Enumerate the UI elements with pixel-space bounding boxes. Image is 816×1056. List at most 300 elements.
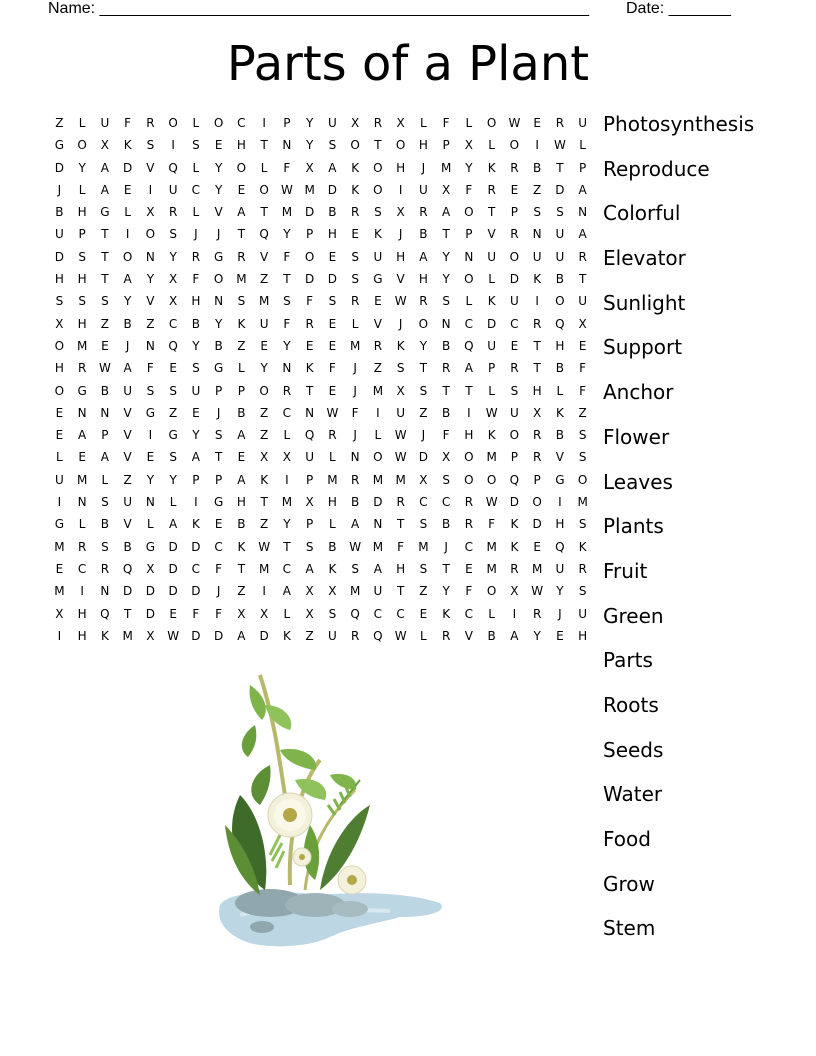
grid-letter: S [78,294,86,309]
grid-letter: H [464,428,474,443]
grid-letter: L [488,138,495,153]
grid-letter: D [305,272,315,287]
word-list-item: Seeds [603,737,664,762]
grid-row [48,268,594,290]
grid-letter: Y [305,116,314,130]
grid-letter: R [510,561,519,576]
grid-letter: E [146,450,155,465]
grid-letter: O [259,182,269,197]
grid-letter: S [419,383,428,398]
grid-letter: F [146,361,154,376]
grid-letter: E [237,182,246,197]
grid-letter: X [55,316,64,331]
grid-letter: O [555,294,565,309]
grid-letter: P [237,383,245,398]
grid-letter: Q [555,316,565,331]
grid-letter: C [77,561,87,576]
grid-letter: G [168,428,178,443]
grid-letter: S [442,472,450,487]
grid-letter: M [577,495,588,510]
grid-letter: F [579,361,587,376]
grid-letter: R [350,628,360,643]
rock [250,921,274,933]
grid-letter: R [441,628,451,643]
date-field-label: Date: _______ [626,0,731,17]
grid-letter: Q [350,606,360,621]
grid-letter: N [77,405,87,420]
grid-letter: S [328,606,337,621]
grid-letter: L [78,517,86,532]
grid-letter: N [532,227,542,242]
grid-letter: O [350,138,360,153]
grid-letter: E [214,138,223,153]
grid-letter: T [419,361,428,376]
grid-letter: R [532,606,542,621]
grid-letter: E [55,428,64,443]
grid-letter: U [509,294,519,309]
grid-letter: E [328,249,337,264]
grid-letter: K [191,517,200,532]
grid-letter: L [192,116,200,130]
grid-letter: I [171,138,175,153]
grid-letter: W [326,405,339,420]
grid-letter: R [328,428,337,443]
grid-letter: P [579,160,587,175]
grid-row [48,134,594,156]
grid-letter: K [351,160,360,175]
grid-letter: S [146,383,155,398]
grid-row [48,201,594,223]
daisy-flower [293,848,311,866]
grid-letter: T [465,383,473,398]
grid-letter: E [533,116,541,130]
grid-letter: V [555,450,564,465]
grid-letter: V [260,249,269,264]
grid-letter: M [349,338,361,353]
grid-letter: N [100,584,110,599]
grid-letter: P [192,472,200,487]
grid-letter: D [168,584,178,599]
leaf [265,705,291,730]
grid-letter: W [553,138,566,153]
grid-letter: Y [214,316,223,331]
grid-letter: R [578,249,587,264]
grid-letter: I [512,606,517,621]
grid-letter: D [123,160,133,175]
grid-letter: M [418,539,429,554]
grid-letter: T [260,138,268,153]
grid-letter: Q [509,472,520,487]
grid-letter: C [464,606,474,621]
grid-letter: W [485,495,498,510]
grid-letter: F [215,606,223,621]
grid-letter: L [374,428,382,443]
grid-letter: J [398,316,403,331]
grid-letter: D [487,316,497,331]
grid-letter: N [464,249,474,264]
grid-letter: V [487,227,496,242]
grid-letter: X [533,405,542,420]
grid-letter: W [394,294,407,309]
grid-letter: R [510,361,519,376]
grid-letter: G [213,361,224,376]
grid-letter: F [215,561,223,576]
grid-letter: L [124,205,131,220]
word-list-item: Plants [603,514,664,539]
grid-letter: L [238,361,245,376]
grid-letter: E [351,227,359,242]
word-list-item: Sunlight [603,290,686,315]
grid-letter: K [578,539,587,554]
grid-letter: R [350,472,360,487]
word-list-item: Parts [603,648,653,673]
word-list-item: Water [603,782,663,807]
grid-letter: P [533,472,541,487]
grid-letter: B [533,160,542,175]
grid-letter: R [77,539,87,554]
grid-row [48,290,594,312]
grid-row [48,246,594,268]
word-list-item: Flower [603,424,670,449]
grid-letter: E [578,338,587,353]
grid-letter: A [123,361,132,376]
grid-letter: X [396,116,405,130]
grid-letter: E [55,561,64,576]
grid-letter: Y [214,160,223,175]
grid-letter: S [556,205,564,220]
grid-letter: X [351,116,360,130]
grid-letter: E [533,539,541,554]
grid-letter: T [214,450,223,465]
grid-letter: U [418,182,428,197]
grid-letter: W [349,539,362,554]
grid-letter: B [328,205,337,220]
grid-letter: Y [214,182,223,197]
grid-letter: B [100,517,109,532]
grid-letter: H [77,316,87,331]
word-list-item: Fruit [603,558,648,583]
grid-letter: N [77,495,87,510]
grid-row [48,402,594,424]
grid-row [48,223,594,245]
grid-letter: O [373,160,383,175]
grid-letter: B [555,428,564,443]
grid-letter: D [555,182,565,197]
grid-letter: M [372,383,384,398]
grid-letter: J [421,160,426,175]
grid-letter: U [555,227,565,242]
grid-letter: S [169,227,177,242]
grid-letter: J [125,338,130,353]
grid-letter: D [214,628,224,643]
grid-letter: O [486,472,497,487]
grid-letter: U [396,405,406,420]
grid-letter: E [556,628,564,643]
word-list-item: Photosynthesis [603,112,755,136]
grid-letter: L [420,116,427,130]
grid-letter: J [194,227,198,242]
grid-letter: L [147,517,154,532]
grid-letter: R [532,450,542,465]
daisy-flower [268,793,312,837]
word-list-item: Food [603,827,651,851]
grid-letter: J [353,361,357,376]
grid-letter: P [306,517,314,532]
grid-letter: C [191,561,201,576]
grid-letter: Q [259,227,269,242]
grid-letter: S [237,294,246,309]
grid-letter: K [510,539,519,554]
grid-letter: D [327,182,337,197]
grid-letter: U [100,116,110,130]
grid-letter: A [373,561,382,576]
grid-letter: C [419,495,428,510]
grid-letter: L [556,383,564,398]
grid-letter: Z [169,405,178,420]
grid-letter: C [510,316,519,331]
grid-letter: J [444,539,448,554]
grid-letter: E [260,338,268,353]
grid-letter: I [467,405,471,420]
grid-letter: O [464,472,474,487]
grid-letter: D [509,495,519,510]
grid-letter: J [353,428,357,443]
grid-letter: F [124,116,132,130]
grid-letter: T [305,383,314,398]
grid-letter: H [54,361,64,376]
grid-letter: R [510,160,519,175]
grid-letter: T [533,338,541,353]
grid-letter: X [510,584,519,599]
grid-letter: V [146,160,155,175]
grid-letter: S [169,450,177,465]
grid-letter: F [192,606,200,621]
grid-letter: J [421,428,426,443]
grid-letter: V [146,294,155,309]
grid-letter: Q [168,338,178,353]
grid-letter: O [213,116,224,130]
grid-row [48,603,594,625]
grid-letter: L [420,628,427,643]
grid-letter: I [376,405,380,420]
grid-letter: I [194,495,198,510]
grid-letter: L [579,138,586,153]
word-list-item: Reproduce [603,156,710,181]
grid-letter: P [101,428,109,443]
grid-letter: K [100,628,109,643]
grid-letter: I [285,472,289,487]
grid-letter: T [396,584,405,599]
grid-letter: Y [260,361,268,376]
word-list-item: Grow [603,871,655,896]
grid-letter: E [169,361,177,376]
grid-letter: A [510,628,519,643]
grid-letter: R [532,428,542,443]
grid-letter: D [532,517,542,532]
grid-letter: R [373,338,383,353]
grid-letter: L [465,116,473,130]
grid-letter: X [146,205,155,220]
grid-letter: T [374,138,382,153]
grid-letter: H [396,561,406,576]
grid-letter: O [464,205,474,220]
grid-letter: A [305,561,314,576]
grid-letter: S [328,138,337,153]
grid-letter: N [145,338,155,353]
grid-letter: X [55,606,64,621]
grid-letter: D [305,205,315,220]
grid-letter: S [351,249,359,264]
grid-letter: N [350,450,360,465]
grid-letter: O [236,160,247,175]
grid-letter: H [236,138,246,153]
grid-letter: O [532,495,542,510]
grid-letter: M [395,472,406,487]
grid-letter: J [216,584,221,599]
grid-letter: N [305,405,315,420]
grid-letter: R [487,182,496,197]
grid-letter: Z [237,338,246,353]
grid-letter: U [123,383,133,398]
grid-letter: H [77,606,87,621]
grid-letter: X [396,383,405,398]
grid-letter: F [351,405,359,420]
grid-letter: V [396,272,405,287]
grid-letter: E [101,338,109,353]
grid-letter: T [396,517,405,532]
grid-letter: U [168,182,178,197]
grid-letter: B [419,227,428,242]
grid-letter: F [579,383,587,398]
grid-letter: G [54,517,65,532]
grid-letter: E [328,383,337,398]
grid-letter: T [442,561,450,576]
grid-letter: M [54,584,65,599]
grid-letter: H [327,227,337,242]
grid-letter: Y [533,628,541,643]
grid-letter: T [283,272,291,287]
grid-letter: Z [260,428,269,443]
grid-letter: X [260,606,269,621]
grid-letter: T [237,227,246,242]
grid-letter: S [192,361,200,376]
grid-letter: E [419,606,428,621]
grid-letter: D [54,249,64,264]
grid-letter: Y [442,584,450,599]
grid-letter: T [556,160,564,175]
grid-letter: D [373,495,383,510]
grid-letter: H [418,272,428,287]
grid-letter: Z [419,584,428,599]
grid-letter: U [578,116,588,130]
grid-row [48,157,594,179]
grid-row [48,357,594,379]
grid-letter: Z [419,405,428,420]
grid-letter: X [328,584,337,599]
grid-letter: O [509,249,520,264]
grid-letter: L [488,606,495,621]
grid-letter: F [442,428,450,443]
grid-letter: X [169,272,178,287]
grid-letter: B [191,316,200,331]
grid-letter: S [578,428,587,443]
grid-letter: S [55,294,64,309]
header-fields [48,0,731,18]
grid-letter: X [260,450,269,465]
grid-letter: F [465,182,473,197]
grid-row [48,580,594,602]
grid-letter: M [372,472,384,487]
grid-letter: K [442,606,451,621]
grid-letter: K [237,539,246,554]
grid-letter: X [305,495,314,510]
grid-letter: X [442,450,451,465]
grid-letter: L [169,495,177,510]
grid-letter: U [191,383,201,398]
grid-row [48,625,594,647]
grid-letter: S [578,584,587,599]
grid-letter: V [123,450,132,465]
grid-letter: K [487,160,496,175]
grid-letter: Z [305,628,314,643]
grid-letter: C [282,405,292,420]
grid-letter: Q [555,539,565,554]
grid-letter: H [578,628,588,643]
grid-letter: H [396,160,406,175]
grid-row [48,112,594,134]
grid-letter: R [419,294,428,309]
grid-letter: E [510,338,519,353]
grid-letter: Y [305,138,314,153]
grid-letter: M [486,561,497,576]
grid-letter: P [306,472,314,487]
grid-letter: R [237,249,246,264]
grid-letter: Y [283,227,291,242]
grid-letter: Y [169,472,177,487]
grid-letter: X [442,182,451,197]
grid-letter: M [486,450,497,465]
grid-letter: P [465,227,473,242]
grid-letter: C [191,182,201,197]
grid-letter: S [533,205,541,220]
grid-letter: W [258,539,271,554]
grid-letter: U [123,495,133,510]
grid-letter: R [350,205,360,220]
grid-letter: Q [122,561,133,576]
grid-letter: H [555,517,565,532]
grid-letter: K [123,138,132,153]
grid-letter: N [145,495,155,510]
grid-row [48,335,594,357]
grid-letter: W [508,116,521,130]
grid-letter: A [578,227,587,242]
grid-letter: D [145,606,155,621]
grid-letter: U [578,606,588,621]
grid-letter: S [146,138,155,153]
grid-letter: V [123,405,132,420]
grid-letter: L [329,517,336,532]
grid-letter: Y [283,517,291,532]
grid-letter: H [77,272,87,287]
grid-letter: T [123,606,132,621]
grid-letter: Y [192,428,200,443]
grid-letter: R [146,116,155,130]
grid-letter: D [123,584,133,599]
grid-letter: E [305,338,314,353]
word-list-item: Roots [603,692,659,717]
grid-letter: C [396,606,405,621]
grid-letter: I [262,116,266,130]
